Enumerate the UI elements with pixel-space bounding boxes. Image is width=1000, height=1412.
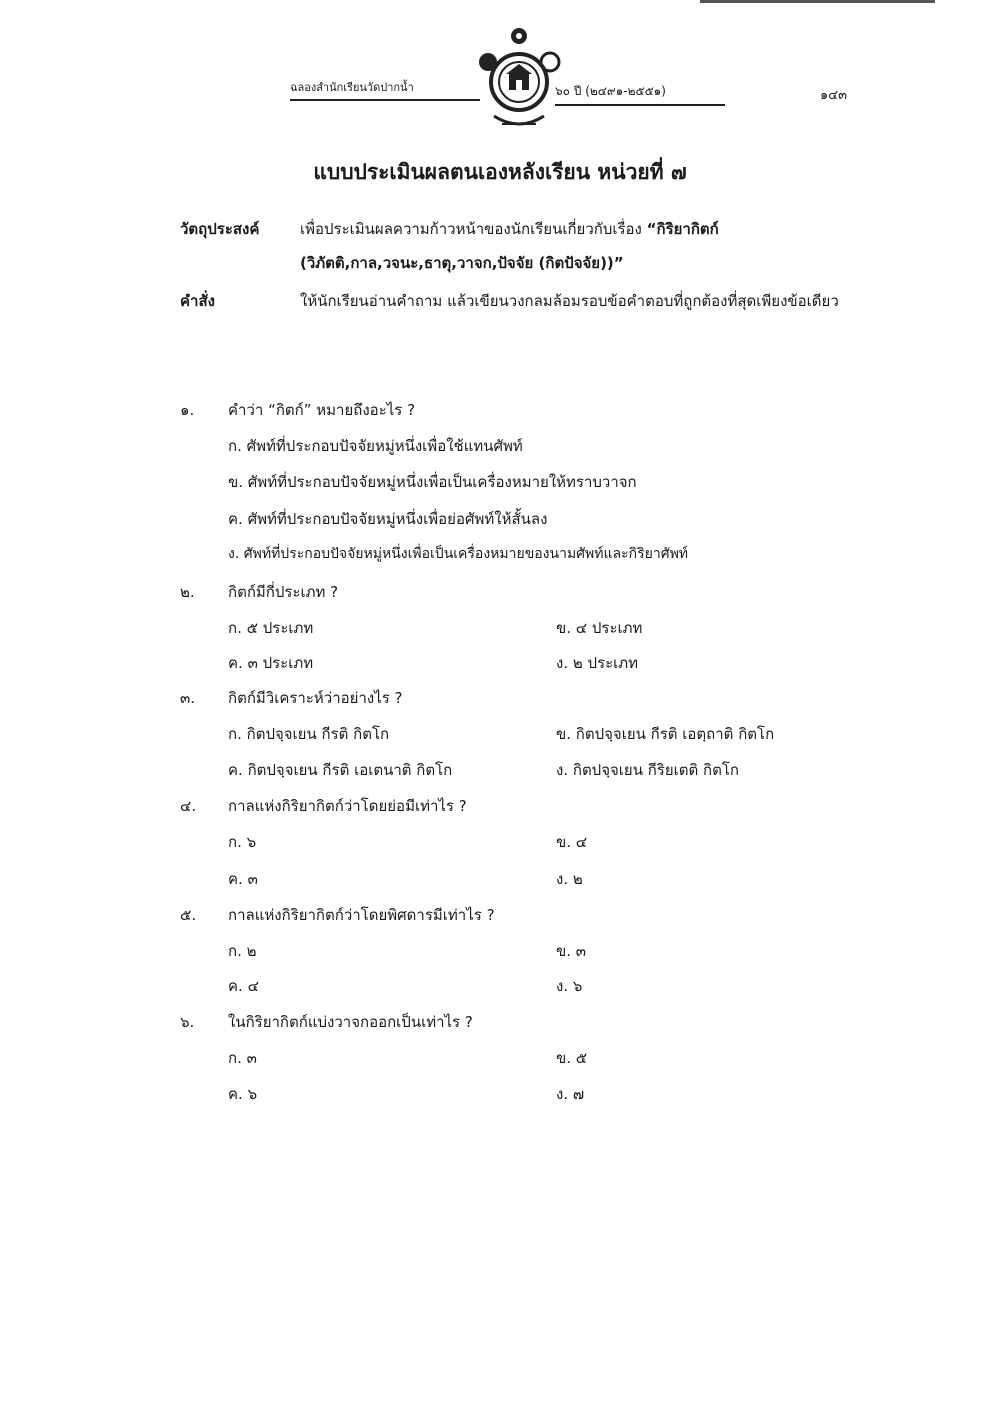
- instruction-block: [180, 284, 870, 318]
- option-1d[interactable]: ง. ศัพท์ที่ประกอบปัจจัยหมู่หนึ่งเพื่อเป็นเครื่องหมายของนามศัพท์และกิริยาศัพท์: [228, 546, 689, 562]
- option-5c[interactable]: ค. ๔: [228, 977, 259, 995]
- option-2a[interactable]: ก. ๕ ประเภท: [228, 619, 314, 637]
- option-1b[interactable]: ข. ศัพท์ที่ประกอบปัจจัยหมู่หนึ่งเพื่อเป็นเครื่องหมายให้ทราบวาจก: [228, 473, 637, 491]
- option-6b[interactable]: ข. ๕: [556, 1049, 588, 1067]
- option-6c[interactable]: ค. ๖: [228, 1085, 258, 1103]
- question-number: ๖.: [180, 1013, 195, 1031]
- page-header: [0, 0, 1000, 140]
- header-right-text: ๖๐ ปี (๒๔๙๑-๒๕๕๑): [555, 82, 725, 106]
- emblem-seal-icon: [476, 26, 562, 132]
- option-5d[interactable]: ง. ๖: [556, 977, 583, 995]
- question-number: ๔.: [180, 797, 197, 815]
- option-5a[interactable]: ก. ๒: [228, 942, 257, 960]
- option-3d[interactable]: ง. กิตปจฺจเยน กีริยเตติ กิตโก: [556, 761, 739, 779]
- question-text: คำว่า “กิตก์” หมายถึงอะไร ?: [228, 401, 416, 419]
- option-3b[interactable]: ข. กิตปจฺจเยน กีรติ เอตฺถาติ กิตโก: [556, 725, 775, 743]
- question-number: ๕.: [180, 906, 197, 924]
- page-title: แบบประเมินผลตนเองหลังเรียน หน่วยที่ ๗: [313, 160, 687, 184]
- option-3c[interactable]: ค. กิตปจฺจเยน กีรติ เอเตนาติ กิตโก: [228, 761, 453, 779]
- option-3a[interactable]: ก. กิตปจฺจเยน กีรติ กิตโก: [228, 725, 390, 743]
- question-number: ๑.: [180, 401, 195, 419]
- option-5b[interactable]: ข. ๓: [556, 942, 587, 960]
- objective-label: วัตถุประสงค์: [180, 220, 260, 238]
- question-text: กาลแห่งกิริยากิตก์ว่าโดยย่อมีเท่าไร ?: [228, 797, 467, 815]
- question-number: ๒.: [180, 583, 195, 601]
- option-2c[interactable]: ค. ๓ ประเภท: [228, 654, 314, 672]
- objective-text: เพื่อประเมินผลความก้าวหน้าของนักเรียนเกี่ยวกับเรื่อง: [300, 220, 642, 238]
- question-text: กิตก์มีวิเคราะห์ว่าอย่างไร ?: [228, 689, 403, 707]
- option-4d[interactable]: ง. ๒: [556, 870, 583, 888]
- option-6d[interactable]: ง. ๗: [556, 1085, 585, 1103]
- option-2d[interactable]: ง. ๒ ประเภท: [556, 654, 639, 672]
- option-6a[interactable]: ก. ๓: [228, 1049, 257, 1067]
- page-number: ๑๔๓: [820, 88, 847, 103]
- option-4b[interactable]: ข. ๔: [556, 833, 588, 851]
- option-2b[interactable]: ข. ๔ ประเภท: [556, 619, 643, 637]
- option-4c[interactable]: ค. ๓: [228, 870, 258, 888]
- question-text: กาลแห่งกิริยากิตก์ว่าโดยพิศดารมีเท่าไร ?: [228, 906, 495, 924]
- option-1a[interactable]: ก. ศัพท์ที่ประกอบปัจจัยหมู่หนึ่งเพื่อใช้แทนศัพท์: [228, 437, 523, 455]
- option-1c[interactable]: ค. ศัพท์ที่ประกอบปัจจัยหมู่หนึ่งเพื่อย่อศัพท์ให้สั้นลง: [228, 510, 548, 528]
- objective-topic: “กิริยากิตก์ (วิภัตติ,กาล,วจนะ,ธาตุ,วาจก,ปัจจัย (กิตปัจจัย))”: [300, 220, 719, 272]
- header-left-text: ฉลองสำนักเรียนวัดปากน้ำ: [290, 78, 480, 101]
- instruction-label: คำสั่ง: [180, 292, 215, 310]
- option-4a[interactable]: ก. ๖: [228, 833, 257, 851]
- question-text: กิตก์มีกี่ประเภท ?: [228, 583, 339, 601]
- instruction-text: ให้นักเรียนอ่านคำถาม แล้วเขียนวงกลมล้อมรอบข้อคำตอบที่ถูกต้องที่สุดเพียงข้อเดียว: [300, 292, 839, 310]
- objective-block: [180, 212, 870, 280]
- question-number: ๓.: [180, 689, 196, 707]
- question-text: ในกิริยากิตก์แบ่งวาจกออกเป็นเท่าไร ?: [228, 1013, 473, 1031]
